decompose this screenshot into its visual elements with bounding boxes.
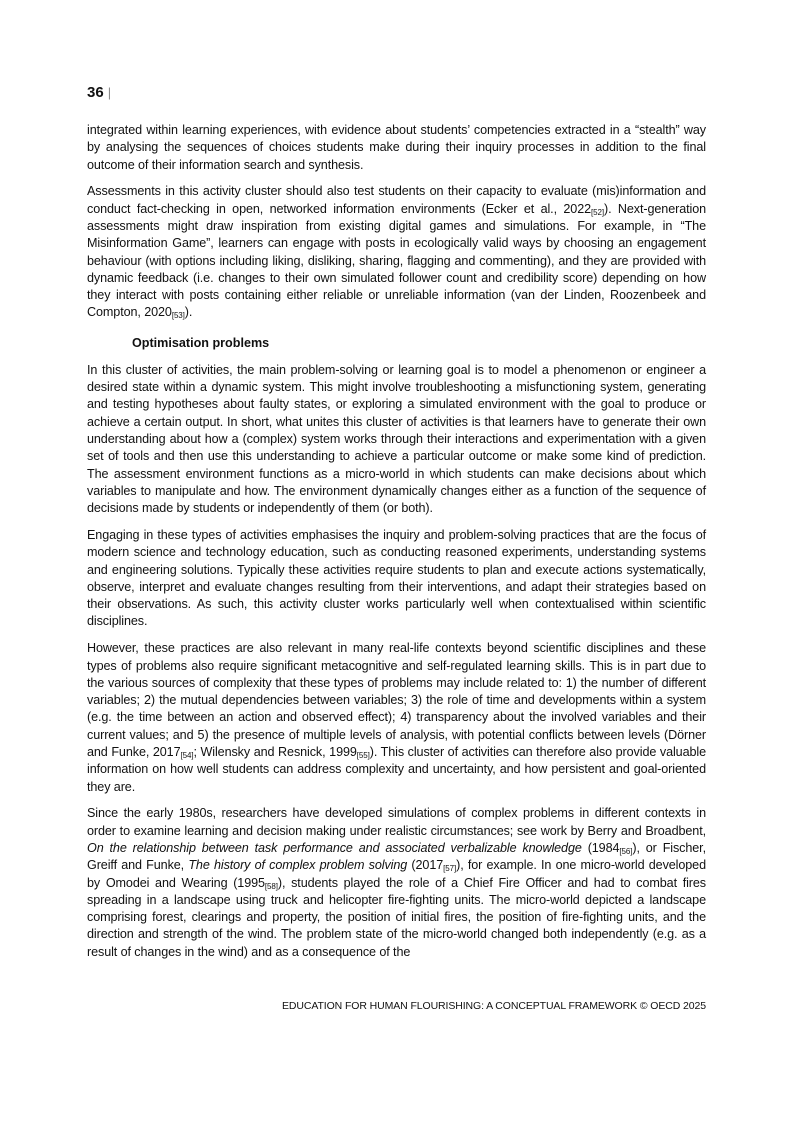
text-run: ), for example. In one micro-world developed by Omodei and Wearing (1995	[87, 858, 706, 890]
text-run: ).	[184, 305, 193, 320]
paragraphs-after	[87, 362, 706, 961]
paragraph	[87, 183, 706, 321]
text-run: (1984	[581, 840, 620, 855]
text-run: ). Next-generation assessments might draw inspiration from existing digital games and simulations. For example, in “The Misinformation Game”, learners can engage with posts in ecologically valid ways by choosing an engagement behaviour (with options including liking, disliking, sharing, flagging and commenting), and they are provided with dynamic feedback (i.e. changes to their own simulated follower count and credibility score) depending on how they interact with posts containing either reliable or unreliable information (van der Linden, Roozenbeek and Compton, 2020	[87, 201, 707, 320]
text-run: Assessments in this activity cluster should also test students on their capacity to evaluate (mis)information and conduct fact-checking in open, networked information environments (Ecker et al., 2022	[87, 184, 706, 216]
text-run: (2017	[407, 858, 444, 873]
citation-ref: [57]	[443, 864, 457, 874]
citation-ref: [54]	[180, 751, 194, 760]
text-run: Engaging in these types of activities emphasises the inquiry and problem-solving practices that are the focus of modern science and technology education, such as conducting reasoned experiments, understanding systems and engineering solutions. Typically these activities require students to plan and execute actions systematically, observe, interpret and evaluate changes resulting from their interventions, and adapt their strategies based on their observations. As such, this activity cluster works particularly well when contextualised within scientific disciplines.	[87, 527, 706, 629]
paragraph	[87, 362, 706, 518]
page-number	[87, 84, 111, 101]
section-heading: Optimisation problems	[132, 335, 270, 350]
page-footer: EDUCATION FOR HUMAN FLOURISHING: A CONCEPTUAL FRAMEWORK © OECD 2025	[281, 1000, 706, 1012]
citation-ref: [58]	[264, 881, 278, 891]
text-run: ; Wilensky and Resnick, 1999	[193, 745, 357, 759]
citation-ref: [55]	[356, 751, 370, 760]
page-number-text: 36	[87, 84, 104, 101]
page-body	[87, 122, 706, 971]
text-run: integrated within learning experiences, with evidence about students’ competencies extracted in a “stealth” way by analysing the sequences of choices students make during their inquiry processes in addition to the final outcome of their information search and synthesis.	[87, 123, 706, 172]
italic-title: The history of complex problem solving	[188, 858, 408, 873]
text-run: Since the early 1980s, researchers have developed simulations of complex problems in different contexts in order to examine learning and decision making under realistic circumstances; see work by Berry and Broadbent,	[87, 806, 706, 838]
text-run: In this cluster of activities, the main problem-solving or learning goal is to model a phenomenon or engineer a desired state within a dynamic system. This might involve troubleshooting a misfunctioning system, generating and testing hypotheses about faulty states, or exploring a simulated environment with the goal to produce or achieve a certain output. In short, what unites this cluster of activities is that learners have to generate their own understanding about how a (complex) system works through their interactions and experimentation with a given set of tools and then use this understanding to achieve a particular outcome or make some kind of prediction. The assessment environment functions as a micro-world in which students can make decisions about which variables to manipulate and how. The environment dynamically changes either as a function of the sequence of decisions made by students or independently of them (or both).	[87, 362, 706, 516]
text-run: ), or Fischer, Greiff and Funke,	[87, 840, 706, 873]
citation-ref: [56]	[619, 846, 633, 856]
paragraph	[87, 527, 706, 631]
page-number-separator: |	[107, 85, 112, 100]
paragraph	[87, 805, 706, 961]
text-run: ), students played the role of a Chief Fire Officer and had to combat fires spreading in a landscape using truck and helicopter fire-fighting units. The micro-world depicted a landscape comprising forest, clearings and property, the position of initial fires, the position of fire-fighting units, and the direction and strength of the wind. The problem state of the micro-world changed both independently (e.g. as a result of changes in the wind) and as a consequence of the	[87, 875, 706, 959]
citation-ref: [53]	[171, 311, 185, 321]
text-run: However, these practices are also relevant in many real-life contexts beyond scientific disciplines and these types of problems also require significant metacognitive and self-regulated learning skills. This is in part due to the various sources of complexity that these types of problems may include related to: 1) the number of different variables; 2) the mutual dependencies between variables; 3) the role of time and developments within a system (e.g. the time between an action and observed effect); 4) transparency about the involved variables and their current values; and 5) the presence of multiple levels of analysis, with potential conflicts between levels (Dörner and Funke, 2017	[87, 641, 706, 759]
citation-ref: [52]	[591, 207, 604, 217]
paragraph	[87, 640, 706, 796]
paragraphs-before	[87, 122, 706, 322]
text-run: ). This cluster of activities can therefore also provide valuable information on how well students can address complexity and uncertainty, and how persistent and goal-oriented they are.	[87, 745, 706, 794]
italic-title: On the relationship between task performance and associated verbalizable knowledge	[87, 840, 582, 855]
paragraph	[87, 122, 706, 174]
